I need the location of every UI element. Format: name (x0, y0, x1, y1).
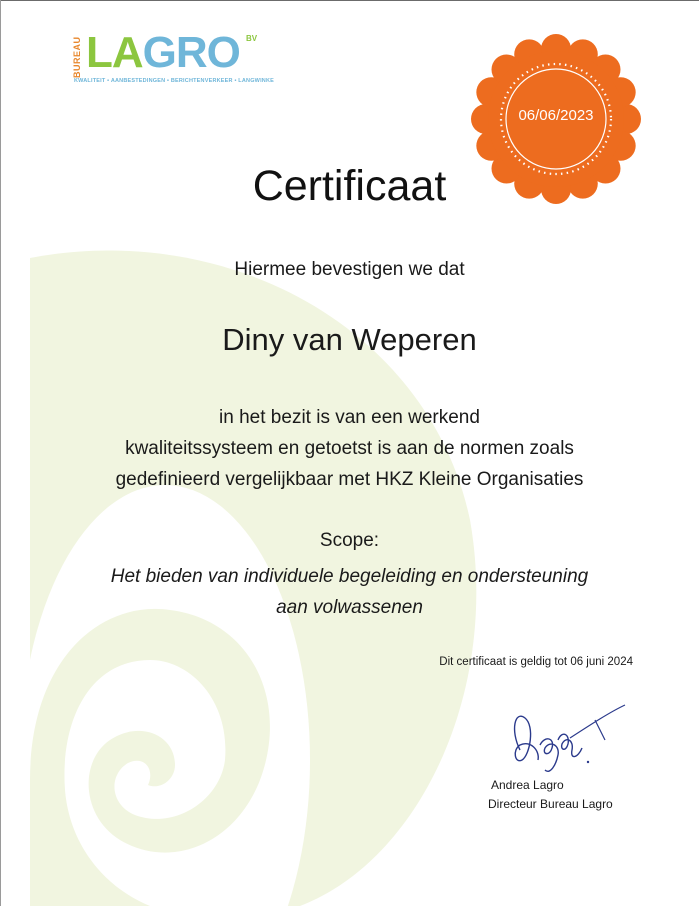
certificate-statement (0, 402, 699, 495)
logo-wordmark (86, 28, 240, 78)
scope-line: Het bieden van individuele begeleiding en ondersteuning (110, 566, 589, 587)
validity-note: Dit certificaat is geldig tot 06 juni 2024 (439, 656, 633, 668)
recipient-name: Diny van Weperen (222, 322, 477, 357)
logo-suffix: BV (246, 34, 258, 43)
certificate-title: Certificaat (252, 162, 447, 210)
logo-prefix: BUREAU (72, 36, 82, 78)
certificate-intro: Hiermee bevestigen we dat (234, 259, 465, 280)
scope-line: aan volwassenen (276, 597, 423, 618)
scope-label: Scope: (319, 530, 380, 551)
handwritten-signature (500, 700, 630, 780)
logo-tagline: KWALITEIT • AANBESTEDINGEN • BERICHTENVERKEER • LANGWINKE (74, 78, 275, 84)
signatory-title: Directeur Bureau Lagro (488, 797, 613, 811)
scope-description (0, 561, 699, 623)
statement-line: kwaliteitssysteem en getoetst is aan de normen zoals (125, 438, 574, 459)
company-logo (66, 28, 275, 92)
logo-wordmark-part1: LA (86, 28, 143, 77)
signatory-name: Andrea Lagro (491, 778, 564, 792)
logo-wordmark-part2: GRO (142, 28, 240, 77)
seal-date: 06/06/2023 (518, 107, 594, 124)
statement-line: gedefinieerd vergelijkbaar met HKZ Kleine Organisaties (115, 469, 584, 490)
statement-line: in het bezit is van een werkend (219, 407, 480, 428)
